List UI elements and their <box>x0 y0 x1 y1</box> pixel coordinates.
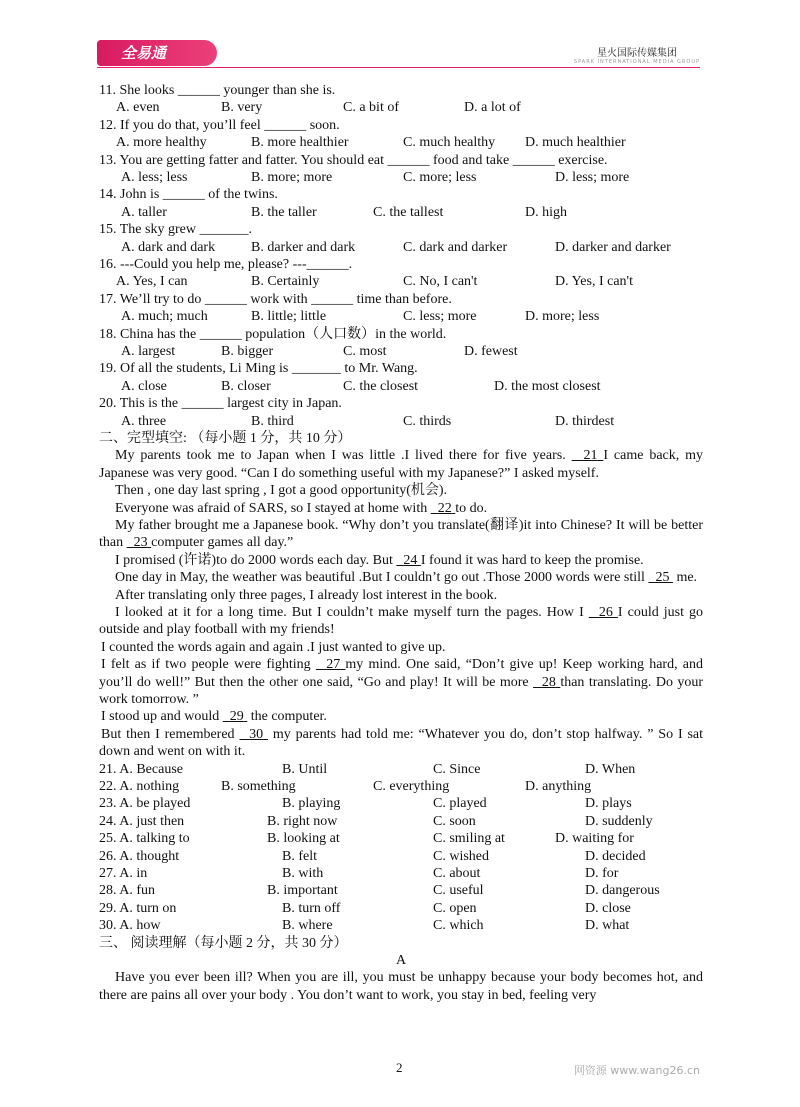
option: 28. A. fun <box>99 883 155 899</box>
options-13 <box>99 169 703 186</box>
option: C. useful <box>433 883 484 899</box>
option: B. looking at <box>267 831 340 847</box>
option: A. even <box>116 100 160 116</box>
options-12 <box>99 134 703 151</box>
question-16: 16. ---Could you help me, please? ---______. <box>99 256 353 272</box>
section-2-title: 二、完型填空: （每小题 1 分，共 10 分） <box>99 430 352 446</box>
cloze-paragraph: After translating only three pages, I already lost interest in the book. <box>115 587 498 603</box>
passage-text: One day in May, the weather was beautiful .But I couldn’t go out .Those 2000 words were still <box>115 570 645 586</box>
passage-text: Everyone was afraid of SARS, so I stayed at home with <box>115 500 428 516</box>
option: B. turn off <box>282 900 341 916</box>
option: B. with <box>282 866 324 882</box>
option: D. for <box>585 866 619 882</box>
option: 23. A. be played <box>99 796 191 812</box>
reading-a-paragraph: Have you ever been ill? When you are ill, you must be unhappy because your body becomes hot, and there are pains all over your body . You don’t want to work, you stay in bed, feeling very <box>99 970 703 1003</box>
option: D. a lot of <box>464 100 521 116</box>
option: D. thirdest <box>555 413 615 429</box>
option: A. much; much <box>121 309 208 325</box>
passage-text: me. <box>676 570 698 586</box>
options-29 <box>99 900 703 917</box>
option: D. decided <box>585 848 646 864</box>
option: D. more; less <box>525 309 600 325</box>
options-15 <box>99 239 703 256</box>
cloze-paragraph: I counted the words again and again .I just wanted to give up. <box>101 639 446 655</box>
question-15: 15. The sky grew _______. <box>99 222 252 238</box>
passage-text: But then I remembered <box>101 726 235 742</box>
option: C. less; more <box>403 309 477 325</box>
option: D. waiting for <box>555 831 634 847</box>
question-12: 12. If you do that, you’ll feel ______ soon. <box>99 117 340 133</box>
section-3-title: 三、 阅读理解（每小题 2 分，共 30 分） <box>99 935 348 951</box>
option: C. dark and darker <box>403 239 508 255</box>
blank-26: 26 <box>598 605 613 621</box>
header-logo: 全易通 <box>97 40 217 66</box>
option: B. felt <box>282 848 317 864</box>
question-20: 20. This is the ______ largest city in Japan. <box>99 396 342 412</box>
blank-24: 24 <box>403 552 418 568</box>
passage-text: computer games all day.” <box>151 535 294 551</box>
cloze-paragraph: Then , one day last spring , I got a good opportunity(机会). <box>115 483 448 499</box>
option: B. little; little <box>251 309 327 325</box>
options-26 <box>99 848 703 865</box>
option: B. closer <box>221 378 271 394</box>
passage-text: I felt as if two people were fighting <box>101 657 311 673</box>
option: C. soon <box>433 813 476 829</box>
option: 22. A. nothing <box>99 779 180 795</box>
cloze-paragraph <box>99 517 703 552</box>
blank-29: 29 <box>229 709 244 725</box>
watermark: 网资源 www.wang26.cn <box>573 1064 700 1077</box>
cloze-paragraph <box>99 569 703 586</box>
blank-25: 25 <box>655 570 670 586</box>
option: D. close <box>585 900 631 916</box>
passage-text: I could just go outside and play football with my friends! <box>99 605 704 638</box>
option: B. the taller <box>251 204 317 220</box>
option: D. much healthier <box>525 135 626 151</box>
option: A. more healthy <box>116 135 207 151</box>
question-18: 18. China has the ______ population（人口数）in the world. <box>99 326 447 342</box>
option: D. anything <box>525 779 592 795</box>
cloze-paragraph <box>99 552 703 569</box>
question-19: 19. Of all the students, Li Ming is _______ to Mr. Wang. <box>99 361 418 377</box>
options-20 <box>99 413 703 430</box>
passage-text: I looked at it for a long time. But I couldn’t make myself turn the pages. How I <box>115 605 584 621</box>
passage-text: I stood up and would <box>101 709 220 725</box>
option: D. When <box>585 761 636 777</box>
option: D. high <box>525 204 567 220</box>
blank-22: 22 <box>437 500 452 516</box>
question-14: 14. John is ______ of the twins. <box>99 187 278 203</box>
options-30 <box>99 917 703 934</box>
passage-text: my mind. One said, “Don’t give up! Keep working hard, and you’ll do well!” But then the other one said, “Go and play! It will be more <box>99 657 703 690</box>
options-14 <box>99 204 703 221</box>
option: 29. A. turn on <box>99 900 177 916</box>
option: C. thirds <box>403 413 452 429</box>
option: C. most <box>343 343 387 359</box>
passage-text: the computer. <box>250 709 327 725</box>
option: B. very <box>221 100 263 116</box>
option: D. the most closest <box>494 378 601 394</box>
option: D. suddenly <box>585 813 653 829</box>
blank-28: 28 <box>541 674 556 690</box>
option: B. Until <box>282 761 328 777</box>
option: C. a bit of <box>343 100 399 116</box>
header-divider <box>97 67 700 68</box>
option: C. played <box>433 796 487 812</box>
option: A. three <box>121 413 167 429</box>
option: D. dangerous <box>585 883 660 899</box>
option: C. which <box>433 918 484 934</box>
option: C. open <box>433 900 477 916</box>
options-18 <box>99 343 703 360</box>
option: B. third <box>251 413 294 429</box>
options-28 <box>99 882 703 899</box>
option: 30. A. how <box>99 918 161 934</box>
option: 24. A. just then <box>99 813 185 829</box>
option: B. playing <box>282 796 341 812</box>
passage-text: I came back, my Japanese was very good. “Can I do something useful with my Japanese?” I asked myself. <box>99 448 704 481</box>
options-24 <box>99 813 703 830</box>
cloze-paragraph <box>99 708 703 725</box>
cloze-paragraph <box>99 447 703 482</box>
option: D. fewest <box>464 343 518 359</box>
option: 25. A. talking to <box>99 831 190 847</box>
passage-text: My father brought me a Japanese book. “Why don’t you translate(翻译)it into Chinese? It will be better than <box>99 518 703 551</box>
options-23 <box>99 795 703 812</box>
option: 21. A. Because <box>99 761 183 777</box>
options-22 <box>99 778 703 795</box>
section-3-subtitle: A <box>395 953 407 968</box>
question-11: 11. She looks ______ younger than she is. <box>99 83 336 98</box>
option: D. what <box>585 918 630 934</box>
option: C. about <box>433 866 481 882</box>
options-16 <box>99 273 703 290</box>
option: C. more; less <box>403 170 477 185</box>
cloze-paragraph <box>99 500 703 517</box>
option: D. Yes, I can't <box>555 274 633 290</box>
passage-text: I found it was hard to keep the promise. <box>420 552 644 568</box>
options-17 <box>99 308 703 325</box>
option: B. Certainly <box>251 274 320 290</box>
option: B. right now <box>267 813 338 829</box>
options-19 <box>99 378 703 395</box>
passage-text: I promised (许诺)to do 2000 words each day. But <box>115 552 393 568</box>
passage-text: than translating. Do your work tomorrow. ” <box>99 674 704 708</box>
option: B. important <box>267 883 338 899</box>
option: C. smiling at <box>433 831 505 847</box>
option: C. everything <box>373 779 450 795</box>
passage-text: my parents had told me: “Whatever you do, don’t stop halfway. ” So I sat down and went on with it. <box>99 726 704 760</box>
option: 27. A. in <box>99 866 148 882</box>
option: 26. A. thought <box>99 848 180 864</box>
option: A. close <box>121 378 167 394</box>
options-25 <box>99 830 703 847</box>
blank-30: 30 <box>249 726 264 742</box>
publisher-name: 星火国际传媒集团 <box>596 48 677 59</box>
option: C. the tallest <box>373 204 444 220</box>
options-27 <box>99 865 703 882</box>
blank-27: 27 <box>326 657 341 673</box>
option: B. more healthier <box>251 135 349 151</box>
question-17: 17. We’ll try to do ______ work with ______ time than before. <box>99 291 452 307</box>
option: C. much healthy <box>403 135 496 151</box>
option: A. largest <box>121 343 176 359</box>
option: A. dark and dark <box>121 239 216 255</box>
option: A. less; less <box>121 170 188 185</box>
options-21 <box>99 761 703 778</box>
publisher-sub: SPARK INTERNATIONAL MEDIA GROUP <box>573 59 700 65</box>
option: D. plays <box>585 796 632 812</box>
option: C. No, I can't <box>403 274 478 290</box>
cloze-paragraph <box>99 656 703 708</box>
blank-21: 21 <box>583 448 598 464</box>
option: B. more; more <box>251 170 333 185</box>
option: D. less; more <box>555 170 630 185</box>
option: C. wished <box>433 848 489 864</box>
option: B. where <box>282 918 333 934</box>
option: C. the closest <box>343 378 419 394</box>
option: A. Yes, I can <box>116 274 188 290</box>
cloze-paragraph <box>99 726 703 761</box>
option: B. something <box>221 779 296 795</box>
option: D. darker and darker <box>555 239 671 255</box>
question-13: 13. You are getting fatter and fatter. You should eat ______ food and take ______ exercise. <box>99 152 608 168</box>
option: A. taller <box>121 204 167 220</box>
option: C. Since <box>433 761 481 777</box>
passage-text: My parents took me to Japan when I was little .I lived there for five years. <box>115 448 566 464</box>
blank-23: 23 <box>133 535 148 551</box>
cloze-paragraph <box>99 604 703 639</box>
page-number: 2 <box>396 1060 403 1075</box>
options-11 <box>99 99 703 116</box>
option: B. darker and dark <box>251 239 356 255</box>
option: B. bigger <box>221 343 274 359</box>
passage-text: to do. <box>455 500 488 516</box>
exam-content <box>99 82 703 1004</box>
header-publisher <box>574 44 700 65</box>
